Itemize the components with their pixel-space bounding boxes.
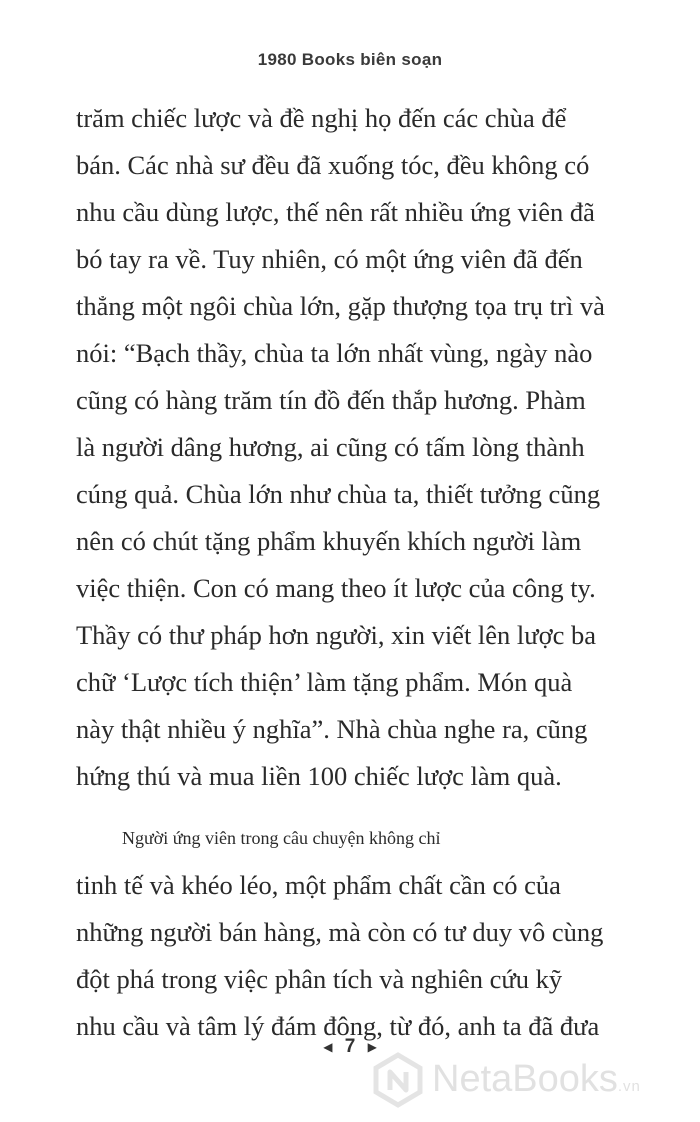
page-number: 7	[344, 1036, 356, 1057]
text-line: việc thiện. Con có mang theo ít lược của công ty.	[76, 573, 596, 603]
text-line: nói: “Bạch thầy, chùa ta lớn nhất vùng, ngày nào	[76, 338, 593, 368]
watermark-suffix: .vn	[617, 1078, 641, 1095]
paragraph-spacer	[76, 800, 636, 815]
text-line: nhu cầu dùng lược, thế nên rất nhiều ứng viên đã	[76, 197, 595, 227]
watermark	[370, 1050, 700, 1110]
text-line: chữ ‘Lược tích thiện’ làm tặng phẩm. Món quà	[76, 667, 573, 697]
triangle-right-icon: ▶	[367, 1040, 377, 1054]
page-body	[76, 95, 636, 1050]
text-line: tinh tế và khéo léo, một phẩm chất cần có của	[76, 870, 561, 900]
text-line: những người bán hàng, mà còn có tư duy vô cùng	[76, 917, 604, 947]
text-line: này thật nhiều ý nghĩa”. Nhà chùa nghe ra, cũng	[76, 714, 588, 744]
text-line: trăm chiếc lược và đề nghị họ đến các chùa để	[76, 103, 567, 133]
text-line: bán. Các nhà sư đều đã xuống tóc, đều không có	[76, 150, 590, 180]
text-line: hứng thú và mua liền 100 chiếc lược làm quà.	[76, 761, 562, 791]
netabooks-logo-icon	[370, 1052, 426, 1108]
text-line: đột phá trong việc phân tích và nghiên cứu kỹ	[76, 964, 563, 994]
text-line: thẳng một ngôi chùa lớn, gặp thượng tọa trụ trì và	[76, 291, 605, 321]
paragraph	[76, 95, 636, 800]
text-line: bó tay ra về. Tuy nhiên, có một ứng viên đã đến	[76, 244, 583, 274]
text-line: nhu cầu và tâm lý đám đông, từ đó, anh ta đã đưa	[76, 1011, 600, 1041]
triangle-left-icon: ◀	[323, 1040, 333, 1054]
running-header: 1980 Books biên soạn	[257, 50, 443, 69]
text-line: cũng có hàng trăm tín đồ đến thắp hương. Phàm	[76, 385, 586, 415]
text-line: Người ứng viên trong câu chuyện không chỉ	[122, 828, 441, 848]
text-line: Thầy có thư pháp hơn người, xin viết lên lược ba	[76, 620, 597, 650]
watermark-brand: NetaBooks.vn	[432, 1058, 641, 1100]
text-line: là người dâng hương, ai cũng có tấm lòng thành	[76, 432, 585, 462]
paragraph	[76, 815, 636, 1050]
text-line: cúng quả. Chùa lớn như chùa ta, thiết tưởng cũng	[76, 479, 601, 509]
text-line: nên có chút tặng phẩm khuyến khích người làm	[76, 526, 582, 556]
